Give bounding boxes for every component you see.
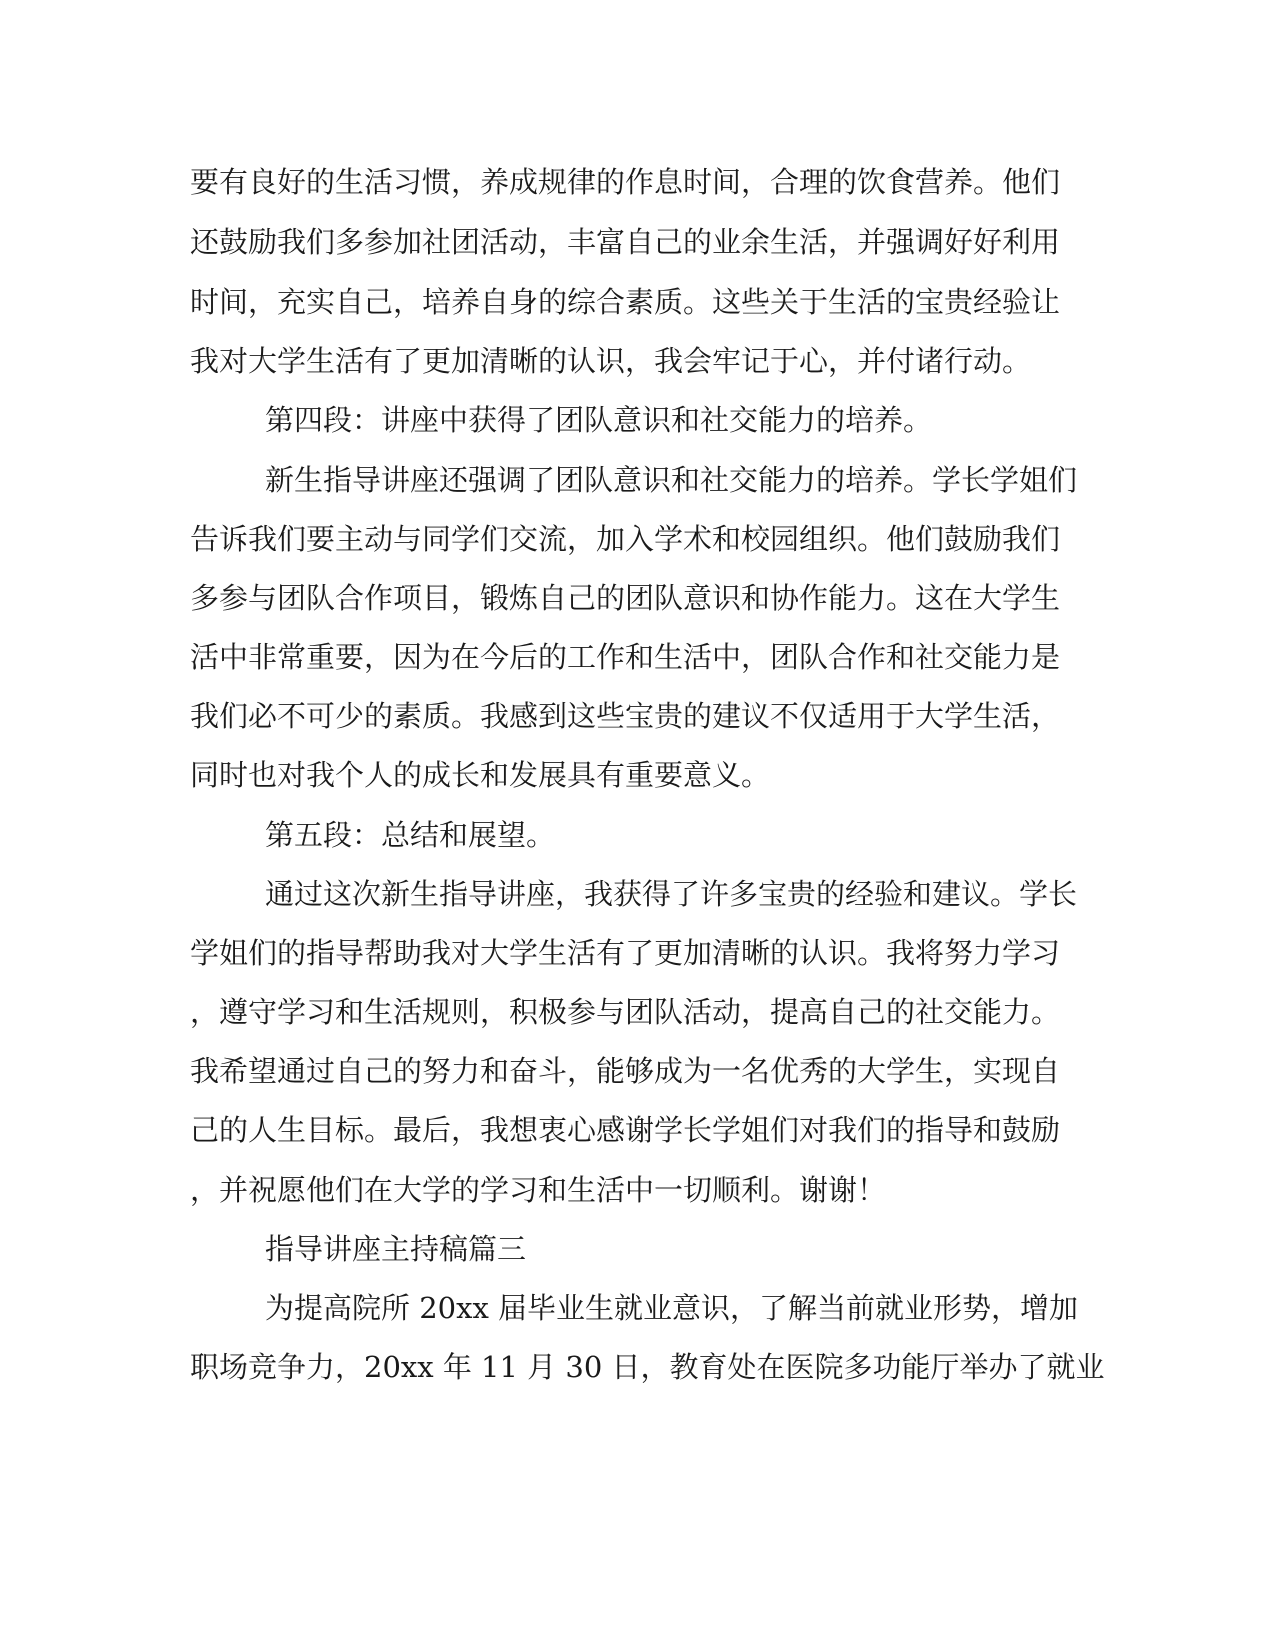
paragraph-line: ，遵守学习和生活规则，积极参与团队活动，提高自己的社交能力。 xyxy=(190,995,1061,1029)
paragraph-line: 我希望通过自己的努力和奋斗，能够成为一名优秀的大学生，实现自 xyxy=(190,1054,1061,1088)
paragraph-line: 活中非常重要，因为在今后的工作和生活中，团队合作和社交能力是 xyxy=(190,640,1061,674)
paragraph-line: 学姐们的指导帮助我对大学生活有了更加清晰的认识。我将努力学习 xyxy=(190,936,1061,970)
paragraph-line: 时间，充实自己，培养自身的综合素质。这些关于生活的宝贵经验让 xyxy=(190,285,1061,319)
paragraph-line: 职场竞争力，20xx 年 11 月 30 日，教育处在医院多功能厅举办了就业 xyxy=(190,1350,1105,1384)
paragraph-line: 为提高院所 20xx 届毕业生就业意识，了解当前就业形势，增加 xyxy=(265,1291,1079,1325)
paragraph-line: 多参与团队合作项目，锻炼自己的团队意识和协作能力。这在大学生 xyxy=(190,581,1061,615)
paragraph-line: ，并祝愿他们在大学的学习和生活中一切顺利。谢谢！ xyxy=(190,1173,887,1207)
paragraph-line: 通过这次新生指导讲座，我获得了许多宝贵的经验和建议。学长 xyxy=(265,877,1078,911)
paragraph-line: 我对大学生活有了更加清晰的认识，我会牢记于心，并付诸行动。 xyxy=(190,344,1032,378)
paragraph-line: 告诉我们要主动与同学们交流，加入学术和校园组织。他们鼓励我们 xyxy=(190,522,1061,556)
section-heading: 第四段：讲座中获得了团队意识和社交能力的培养。 xyxy=(265,403,933,437)
section-heading: 第五段：总结和展望。 xyxy=(265,818,556,852)
paragraph-line: 新生指导讲座还强调了团队意识和社交能力的培养。学长学姐们 xyxy=(265,463,1078,497)
section-heading: 指导讲座主持稿篇三 xyxy=(265,1232,527,1266)
paragraph-line: 我们必不可少的素质。我感到这些宝贵的建议不仅适用于大学生活， xyxy=(190,699,1061,733)
paragraph-line: 同时也对我个人的成长和发展具有重要意义。 xyxy=(190,758,771,792)
paragraph-line: 己的人生目标。最后，我想衷心感谢学长学姐们对我们的指导和鼓励 xyxy=(190,1113,1061,1147)
paragraph-line: 要有良好的生活习惯，养成规律的作息时间，合理的饮食营养。他们 xyxy=(190,165,1061,199)
paragraph-line: 还鼓励我们多参加社团活动，丰富自己的业余生活，并强调好好利用 xyxy=(190,225,1061,259)
